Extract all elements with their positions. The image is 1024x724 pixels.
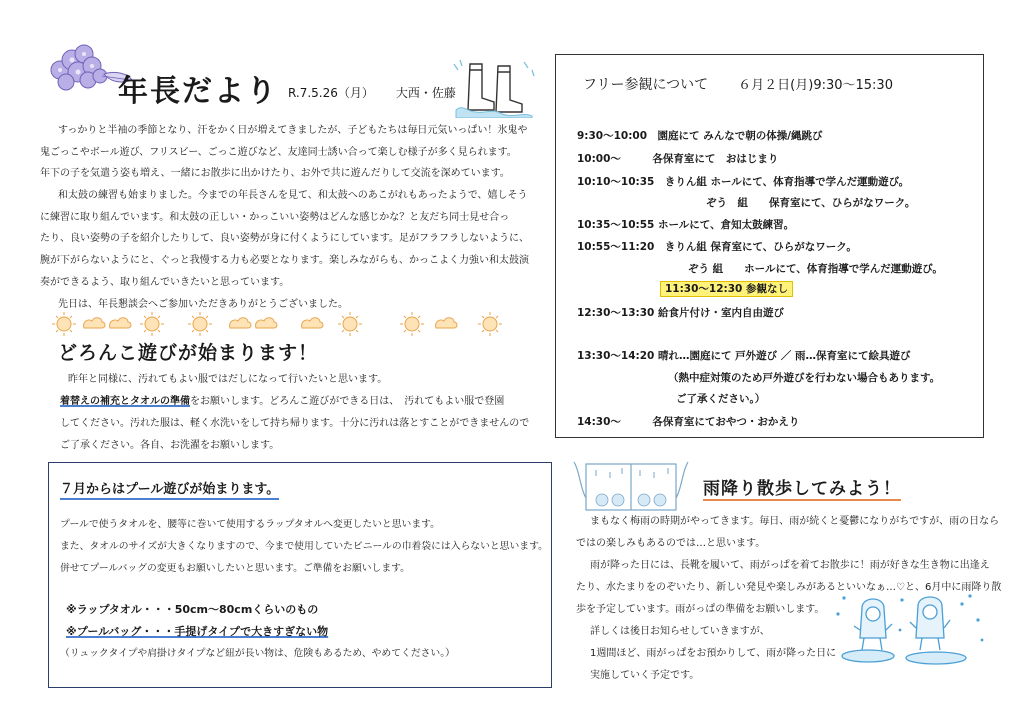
rain-line: たり、水たまりをのぞいたり、新しい発見や楽しみがあるといいなぁ…♡と、6月中に雨降り散 bbox=[576, 582, 1002, 593]
doronko-line: をお願いします。どろんこ遊びができる日は、 汚れてもよい服で登園 bbox=[190, 396, 505, 407]
rain-line: 詳しくは後日お知らせしていきますが、 bbox=[590, 626, 770, 637]
intro-line: たり、良い姿勢の子を紹介したりして、良い姿勢が身に付くようにしています。足がフラフラしないように、 bbox=[40, 233, 529, 245]
intro-line: すっかりと半袖の季節となり、汗をかく日が増えてきましたが、子どもたちは毎日元気いっぱい！氷鬼や bbox=[58, 125, 528, 136]
schedule-title: フリー参観について bbox=[583, 77, 709, 93]
rain-line: 実施していく予定です。 bbox=[590, 670, 700, 681]
rain-line: まもなく梅雨の時期がやってきます。毎日、雨が続くと憂鬱になりがちですが、雨の日なら bbox=[590, 516, 1000, 527]
doronko-line: 昨年と同様に、汚れてもよい服ではだしになって行いたいと思います。 bbox=[68, 374, 388, 385]
intro-line: 鬼ごっこやボール遊び、フリスビー、ごっこ遊びなど、友達同士誘い合って楽しむ様子が多く見られます。 bbox=[40, 146, 517, 158]
schedule-row: 10:10～10:35 きりん組 ホールにて、体育指導で学んだ運動遊び。 bbox=[577, 176, 910, 188]
schedule-row: ご了承ください。） bbox=[676, 393, 766, 405]
schedule-row: 14:30～ 各保育室にておやつ・おかえり bbox=[577, 416, 800, 428]
page-title: 年長だより bbox=[118, 74, 278, 109]
schedule-row: （熱中症対策のため戸外遊びを行わない場合もあります。 bbox=[668, 372, 941, 384]
schedule-row: ぞう 組 保育室にて、ひらがなワーク。 bbox=[706, 197, 916, 209]
schedule-row: 9:30～10:00 園庭にて みんなで朝の体操/縄跳び bbox=[577, 130, 823, 142]
rainy-window-icon bbox=[572, 458, 690, 514]
schedule-row: 10:35～10:55 ホールにて、倉知太鼓練習。 bbox=[577, 219, 795, 231]
pool-line: プールで使うタオルを、腰等に巻いて使用するラップタオルへ変更したいと思います。 bbox=[60, 519, 440, 530]
pool-title: ７月からはプール遊びが始まります。 bbox=[60, 478, 279, 497]
doronko-emphasis: 着替えの補充とタオルの準備 bbox=[60, 396, 190, 407]
schedule-row: 10:55～11:20 きりん組 保育室にて、ひらがなワーク。 bbox=[577, 241, 857, 253]
schedule-row: ぞう 組 ホールにて、体育指導で学んだ運動遊び。 bbox=[688, 263, 943, 275]
intro-line: 先日は、年長懇談会へご参加いただきありがとうございました。 bbox=[58, 298, 348, 310]
intro-line: 年下の子を気遣う姿も増え、一緒にお散歩に出かけたり、お外で共に遊んだりして交流を深めています。 bbox=[40, 168, 510, 180]
pool-item-wrap-towel: ※ラップタオル・・・50cm～80cmくらいのもの bbox=[66, 603, 319, 616]
pool-note: （リュックタイプや肩掛けタイプなど紐が長い物は、危険もあるため、やめてください。） bbox=[60, 648, 455, 659]
doronko-line: してください。汚れた服は、軽く水洗いをして持ち帰ります。十分に汚れは落とすことができませんので bbox=[60, 418, 530, 429]
pool-line: また、タオルのサイズが大きくなりますので、今まで使用していたビニールの巾着袋には入らないと思います。 bbox=[60, 541, 548, 552]
rain-line: 歩を予定しています。雨がっぱの準備をお願いします。 bbox=[576, 604, 825, 615]
intro-line: 和太鼓の練習も始まりました。今までの年長さんを見て、和太鼓へのあこがれもあったようで、嬉しそう bbox=[58, 190, 528, 202]
rain-line: ではの楽しみもあるのでは…と思います。 bbox=[576, 538, 766, 549]
schedule-row: 10:00～ 各保育室にて おはじまり bbox=[577, 153, 779, 165]
intro-line: に練習に取り組んでいます。和太鼓の正しい・かっこいい姿勢はどんな感じかな？と友だち同士見せ合っ bbox=[40, 211, 510, 223]
intro-line: 奏ができるよう、取り組んでいきたいと思っています。 bbox=[40, 276, 290, 288]
doronko-body bbox=[60, 369, 529, 457]
doronko-line: ご了承ください。各自、お洗濯をお願いします。 bbox=[60, 440, 280, 451]
schedule-date: ６月２日(月)9:30～15:30 bbox=[738, 78, 893, 93]
sun-cloud-border-icon bbox=[50, 310, 510, 338]
schedule-row: 13:30～14:20 晴れ…園庭にて 戸外遊び ／ 雨…保育室にて絵具遊び bbox=[577, 350, 911, 362]
intro-paragraph bbox=[40, 120, 540, 315]
issue-date: R.7.5.26（月） bbox=[288, 86, 374, 100]
intro-line: 腕が下がらないようにと、ぐっと我慢する力も必要となります。楽しみながらも、かっこよく力強い和太鼓演 bbox=[40, 255, 529, 267]
schedule-row: 12:30～13:30 給食片付け・室内自由遊び bbox=[577, 307, 785, 319]
pool-item-pool-bag: ※プールバッグ・・・手提げタイプで大きすぎない物 bbox=[66, 625, 329, 638]
authors: 大西・佐藤 bbox=[395, 86, 456, 100]
schedule-row-highlighted: 11:30～12:30 参観なし bbox=[660, 281, 793, 296]
rain-walk-title: 雨降り散歩してみよう！ bbox=[703, 479, 901, 499]
rain-line: 雨が降った日には、長靴を履いて、雨がっぱを着てお散歩に！雨が好きな生き物に出逢え bbox=[590, 560, 990, 571]
pool-line: 併せてプールバッグの変更もお願いしたいと思います。ご準備をお願いします。 bbox=[60, 563, 410, 574]
rain-boots-icon bbox=[448, 58, 538, 118]
rain-line: 1週間ほど、雨がっぱをお預かりして、雨が降った日に bbox=[590, 648, 837, 659]
issue-meta bbox=[288, 84, 456, 101]
doronko-title: どろんこ遊びが始まります！ bbox=[58, 342, 319, 364]
schedule-heading bbox=[583, 74, 893, 94]
raincoat-kids-icon bbox=[832, 590, 992, 670]
